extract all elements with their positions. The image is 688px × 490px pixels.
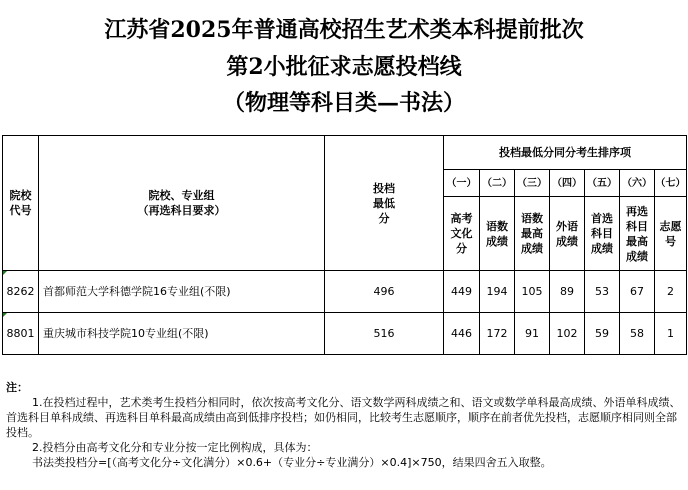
sort-item-label: 语数成绩 <box>480 197 515 271</box>
sort-value-cell: 91 <box>515 313 550 355</box>
sort-value-cell: 449 <box>444 271 480 313</box>
sort-item-label: 高考文化分 <box>444 197 480 271</box>
sort-item-label: 外语成绩 <box>550 197 585 271</box>
header-min-score: 投档最低分 <box>325 136 444 271</box>
school-code-cell: 8801 <box>3 313 39 355</box>
title-line-2: 第2小批征求志愿投档线 <box>226 54 462 80</box>
sort-value-cell: 59 <box>585 313 620 355</box>
sort-value-cell: 194 <box>480 271 515 313</box>
sort-value-cell: 58 <box>620 313 655 355</box>
min-score-cell: 496 <box>325 271 444 313</box>
min-score-cell: 516 <box>325 313 444 355</box>
sort-value-cell: 102 <box>550 313 585 355</box>
sort-item-label: 语数最高成绩 <box>515 197 550 271</box>
sort-item-label: 再选科目最高成绩 <box>620 197 655 271</box>
table-row <box>3 271 687 313</box>
note-1: 1.在投档过程中，艺术类考生投档分相同时，依次按高考文化分、语文数学两科成绩之和、语文或数学单科最高成绩、外语单科成绩、首选科目单科成绩、再选科目单科最高成绩由高到低排序投档；如仍相同，比较考生志愿顺序，顺序在前者优先投档，志愿顺序相同则全部投档。 <box>6 396 681 439</box>
cell-marker <box>3 313 7 317</box>
school-name-cell: 首都师范大学科德学院16专业组(不限) <box>39 271 325 313</box>
sort-value-cell: 89 <box>550 271 585 313</box>
sort-item-number: （二） <box>480 170 515 197</box>
sort-value-cell: 446 <box>444 313 480 355</box>
sort-item-label: 志愿号 <box>655 197 687 271</box>
sort-item-number: （三） <box>515 170 550 197</box>
table-row <box>3 313 687 355</box>
sort-value-cell: 105 <box>515 271 550 313</box>
header-school-code: 院校代号 <box>3 136 39 271</box>
school-code-cell: 8262 <box>3 271 39 313</box>
sort-value-cell: 1 <box>655 313 687 355</box>
sort-value-cell: 67 <box>620 271 655 313</box>
sort-value-cell: 172 <box>480 313 515 355</box>
sort-item-number: （一） <box>444 170 480 197</box>
header-school-name: 院校、专业组 （再选科目要求） <box>39 136 325 271</box>
sort-item-label: 首选科目成绩 <box>585 197 620 271</box>
sort-item-number: （五） <box>585 170 620 197</box>
admission-table <box>2 135 687 355</box>
sort-value-cell: 2 <box>655 271 687 313</box>
title-line-3: （物理等科目类—书法） <box>222 90 465 116</box>
sort-item-number: （七） <box>655 170 687 197</box>
note-3: 书法类投档分=[（高考文化分÷文化满分）×0.6+（专业分÷专业满分）×0.4]×750，结果四舍五入取整。 <box>32 456 552 469</box>
cell-marker <box>3 271 7 275</box>
sort-value-cell: 53 <box>585 271 620 313</box>
title-line-1: 江苏省2025年普通高校招生艺术类本科提前批次 <box>104 17 584 43</box>
header-sort-group: 投档最低分同分考生排序项 <box>444 136 687 170</box>
sort-item-number: （六） <box>620 170 655 197</box>
note-2: 2.投档分由高考文化分和专业分按一定比例构成，具体为： <box>32 441 318 454</box>
notes-heading: 注： <box>6 381 28 394</box>
sort-item-number: （四） <box>550 170 585 197</box>
notes-section <box>6 380 682 470</box>
school-name-cell: 重庆城市科技学院10专业组(不限) <box>39 313 325 355</box>
